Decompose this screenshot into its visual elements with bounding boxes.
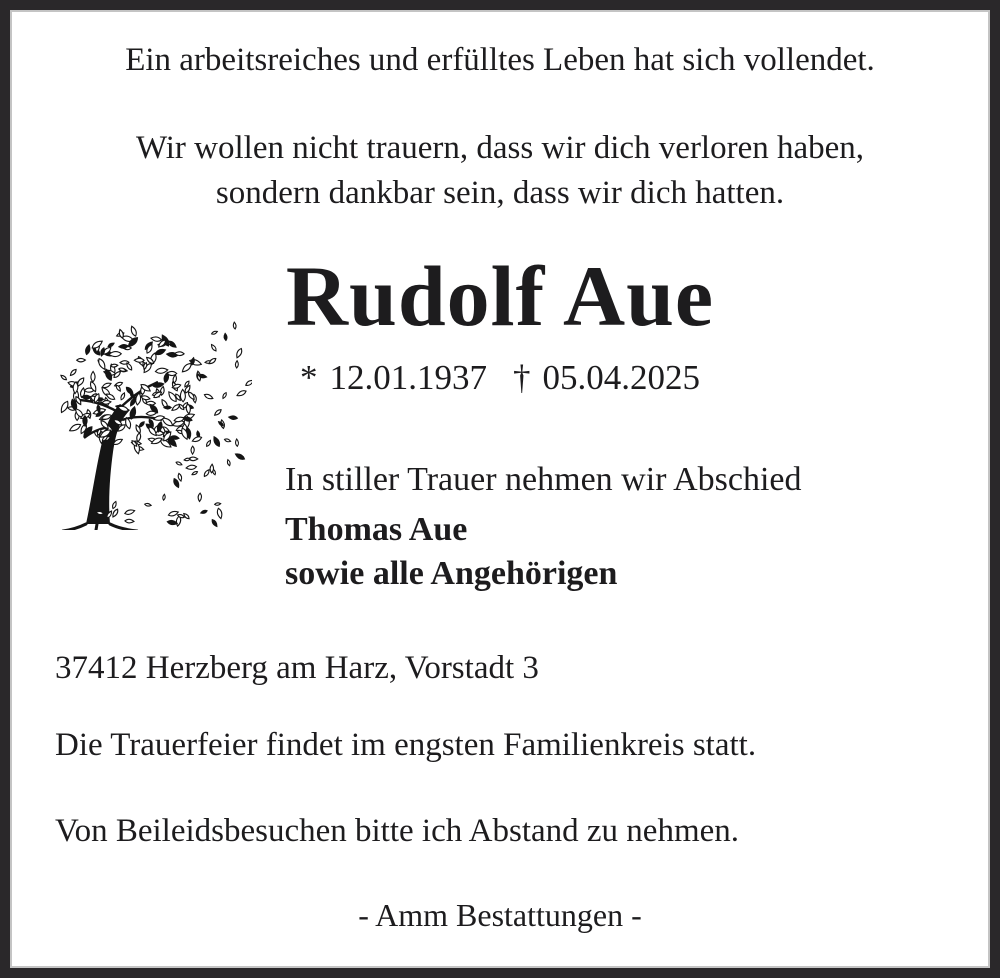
condolence-note: Von Beileidsbesuchen bitte ich Abstand zu nehmen. (55, 813, 740, 849)
ceremony-note: Die Trauerfeier findet im engsten Familienkreis statt. (55, 727, 757, 763)
mourner-name: Thomas Aue (285, 511, 468, 548)
funeral-home-name: - Amm Bestattungen - (358, 897, 642, 933)
birth-date-group (300, 358, 487, 397)
memorial-verse (0, 126, 1000, 216)
verse-line-2: sondern dankbar sein, dass wir dich hatten. (215, 175, 785, 211)
death-cross-symbol: † (513, 358, 531, 397)
life-dates (0, 360, 1000, 395)
birth-date: 12.01.1937 (329, 358, 487, 397)
tree-roots (63, 524, 137, 530)
tree-leaves (59, 322, 252, 527)
epigraph-text: Ein arbeitsreiches und erfülltes Leben hat sich vollendet. (125, 42, 875, 78)
born-star-symbol: * (300, 358, 318, 397)
address-line: 37412 Herzberg am Harz, Vorstadt 3 (55, 650, 539, 686)
deceased-name: Rudolf Aue (285, 248, 715, 344)
tree-illustration (40, 308, 252, 530)
death-date: 05.04.2025 (542, 358, 700, 397)
death-date-group (513, 358, 700, 397)
tree-trunk (86, 404, 130, 524)
mourning-intro: In stiller Trauer nehmen wir Abschied (285, 461, 802, 498)
verse-line-1: Wir wollen nicht trauern, dass wir dich verloren haben, (135, 130, 865, 166)
mourners-relatives: sowie alle Angehörigen (285, 555, 618, 592)
